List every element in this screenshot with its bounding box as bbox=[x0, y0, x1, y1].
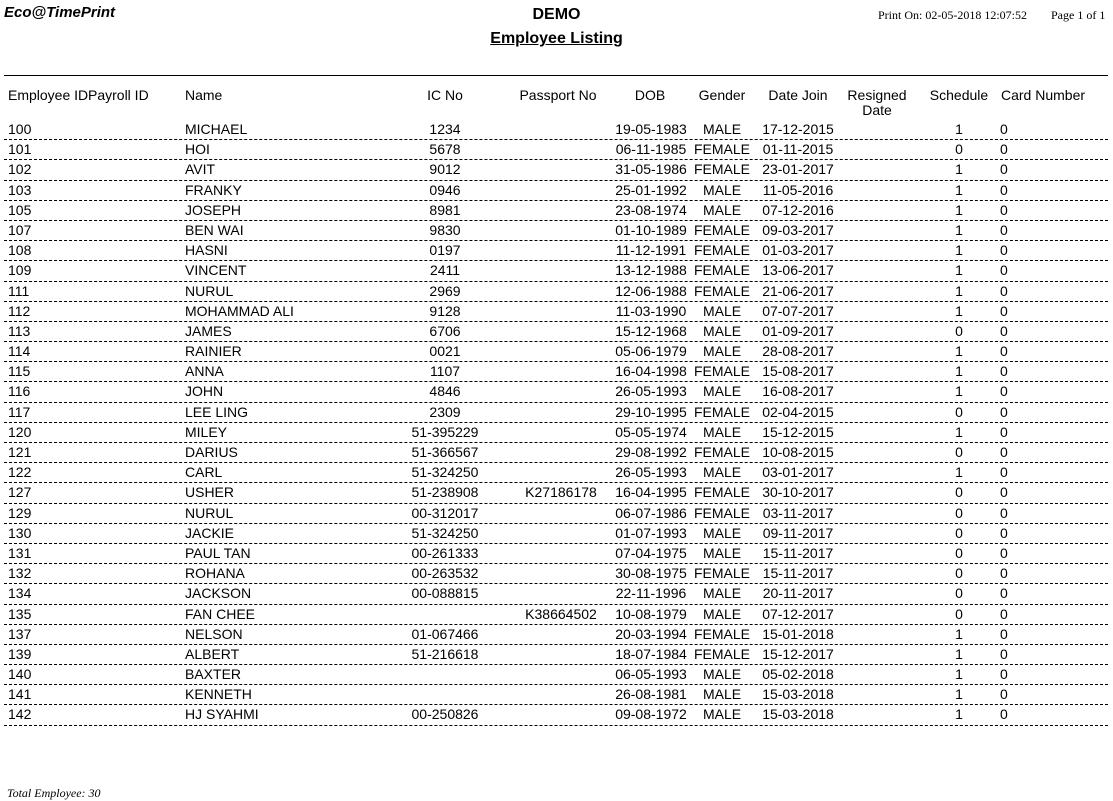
cell-gender: FEMALE bbox=[693, 221, 750, 238]
cell-name: NURUL bbox=[185, 282, 234, 299]
cell-dob: 11-12-1991 bbox=[615, 242, 687, 259]
column-header-schedule: Schedule bbox=[929, 87, 989, 103]
cell-gender: FEMALE bbox=[693, 262, 750, 279]
cell-ic-no: 51-395229 bbox=[411, 423, 479, 440]
cell-ic-no: 2969 bbox=[429, 282, 461, 299]
cell-card-number: 0 bbox=[1000, 565, 1008, 582]
cell-dob: 07-04-1975 bbox=[615, 544, 687, 561]
column-header-card-number: Card Number bbox=[1001, 87, 1086, 103]
cell-employee-id: 109 bbox=[8, 262, 32, 279]
cell-gender: MALE bbox=[702, 201, 742, 218]
cell-dob: 29-08-1992 bbox=[615, 444, 687, 460]
cell-ic-no: 00-261333 bbox=[411, 544, 479, 561]
cell-card-number: 0 bbox=[1000, 242, 1008, 259]
cell-ic-no: 2309 bbox=[429, 403, 461, 420]
cell-dob: 22-11-1996 bbox=[615, 585, 687, 602]
table-row bbox=[4, 120, 1108, 140]
cell-name: HASNI bbox=[185, 242, 228, 259]
cell-schedule: 0 bbox=[955, 544, 963, 561]
cell-schedule: 1 bbox=[955, 423, 963, 440]
cell-employee-id: 122 bbox=[8, 464, 32, 481]
table-row bbox=[4, 665, 1108, 685]
column-header-employee-id: Employee ID bbox=[8, 87, 89, 103]
cell-employee-id: 116 bbox=[8, 383, 31, 400]
table-row bbox=[4, 423, 1108, 443]
cell-employee-id: 127 bbox=[8, 484, 32, 501]
column-header-payroll-id: Payroll ID bbox=[88, 87, 149, 103]
cell-date-join: 01-09-2017 bbox=[762, 322, 834, 339]
cell-dob: 25-01-1992 bbox=[615, 181, 687, 198]
table-row bbox=[4, 181, 1108, 201]
cell-date-join: 15-08-2017 bbox=[762, 363, 834, 380]
table-row bbox=[4, 483, 1108, 503]
cell-card-number: 0 bbox=[1000, 282, 1008, 299]
cell-card-number: 0 bbox=[1000, 706, 1008, 723]
cell-employee-id: 120 bbox=[8, 423, 32, 440]
cell-dob: 19-05-1983 bbox=[615, 121, 687, 137]
cell-name: MICHAEL bbox=[185, 121, 248, 137]
cell-employee-id: 135 bbox=[8, 605, 32, 622]
cell-name: NURUL bbox=[185, 504, 234, 521]
cell-schedule: 0 bbox=[955, 524, 963, 541]
cell-name: FRANKY bbox=[185, 181, 242, 198]
cell-dob: 16-04-1998 bbox=[615, 363, 687, 380]
cell-date-join: 23-01-2017 bbox=[762, 161, 834, 178]
cell-name: JOSEPH bbox=[185, 201, 242, 218]
table-row bbox=[4, 524, 1108, 544]
cell-date-join: 09-03-2017 bbox=[762, 221, 834, 238]
cell-card-number: 0 bbox=[1000, 201, 1008, 218]
cell-employee-id: 115 bbox=[8, 363, 31, 380]
cell-name: HJ SYAHMI bbox=[185, 706, 259, 723]
cell-gender: FEMALE bbox=[693, 242, 750, 259]
cell-name: BAXTER bbox=[185, 666, 242, 683]
cell-gender: FEMALE bbox=[693, 444, 750, 460]
cell-dob: 26-05-1993 bbox=[615, 464, 687, 481]
brand-logo-text: Eco@TimePrint bbox=[4, 4, 116, 21]
cell-card-number: 0 bbox=[1000, 121, 1008, 137]
cell-card-number: 0 bbox=[1000, 585, 1008, 602]
cell-dob: 09-08-1972 bbox=[615, 706, 687, 723]
cell-dob: 20-03-1994 bbox=[615, 625, 687, 642]
cell-employee-id: 100 bbox=[8, 121, 32, 137]
cell-card-number: 0 bbox=[1000, 524, 1008, 541]
cell-date-join: 15-01-2018 bbox=[762, 625, 834, 642]
table-row bbox=[4, 584, 1108, 604]
cell-gender: FEMALE bbox=[693, 363, 750, 380]
column-header-passport-no: Passport No bbox=[519, 87, 597, 103]
cell-name: RAINIER bbox=[185, 343, 242, 360]
cell-schedule: 1 bbox=[955, 201, 963, 218]
cell-employee-id: 140 bbox=[8, 666, 32, 683]
cell-schedule: 1 bbox=[955, 645, 963, 662]
table-row bbox=[4, 544, 1108, 564]
cell-employee-id: 129 bbox=[8, 504, 32, 521]
cell-employee-id: 121 bbox=[8, 444, 32, 460]
cell-name: LEE LING bbox=[185, 403, 249, 420]
cell-ic-no: 8981 bbox=[429, 201, 461, 218]
cell-dob: 05-05-1974 bbox=[615, 423, 687, 440]
cell-date-join: 07-12-2016 bbox=[762, 201, 834, 218]
cell-date-join: 05-02-2018 bbox=[762, 666, 834, 683]
cell-ic-no: 0021 bbox=[429, 343, 461, 360]
cell-employee-id: 141 bbox=[8, 686, 32, 703]
cell-date-join: 15-12-2017 bbox=[762, 645, 834, 662]
cell-date-join: 01-11-2015 bbox=[762, 141, 834, 158]
cell-gender: MALE bbox=[702, 343, 742, 360]
cell-schedule: 1 bbox=[955, 464, 963, 481]
cell-ic-no: 4846 bbox=[429, 383, 461, 400]
cell-gender: MALE bbox=[702, 605, 742, 622]
cell-gender: FEMALE bbox=[693, 403, 750, 420]
cell-date-join: 02-04-2015 bbox=[762, 403, 834, 420]
cell-ic-no: 1107 bbox=[429, 363, 461, 380]
cell-card-number: 0 bbox=[1000, 464, 1008, 481]
cell-date-join: 28-08-2017 bbox=[762, 343, 834, 360]
report-title bbox=[0, 30, 1113, 48]
cell-schedule: 1 bbox=[955, 161, 963, 178]
cell-dob: 29-10-1995 bbox=[615, 403, 687, 420]
cell-card-number: 0 bbox=[1000, 403, 1008, 420]
cell-schedule: 1 bbox=[955, 666, 963, 683]
column-header-name: Name bbox=[185, 87, 223, 103]
column-header-dob: DOB bbox=[634, 87, 666, 103]
cell-date-join: 15-12-2015 bbox=[762, 423, 834, 440]
cell-schedule: 1 bbox=[955, 686, 963, 703]
total-employee-count: Total Employee: 30 bbox=[7, 786, 101, 800]
cell-dob: 01-07-1993 bbox=[615, 524, 687, 541]
cell-name: HOI bbox=[185, 141, 210, 158]
cell-name: FAN CHEE bbox=[185, 605, 256, 622]
cell-date-join: 15-03-2018 bbox=[762, 706, 834, 723]
cell-schedule: 1 bbox=[955, 343, 963, 360]
cell-gender: MALE bbox=[702, 181, 742, 198]
cell-employee-id: 130 bbox=[8, 524, 32, 541]
cell-date-join: 09-11-2017 bbox=[762, 524, 834, 541]
cell-name: ROHANA bbox=[185, 565, 245, 582]
cell-employee-id: 107 bbox=[8, 221, 32, 238]
table-row bbox=[4, 705, 1108, 725]
table-row bbox=[4, 160, 1108, 180]
cell-employee-id: 103 bbox=[8, 181, 32, 198]
cell-dob: 12-06-1988 bbox=[615, 282, 687, 299]
cell-dob: 13-12-1988 bbox=[615, 262, 687, 279]
cell-employee-id: 134 bbox=[8, 585, 32, 602]
header-rule bbox=[4, 75, 1108, 76]
cell-schedule: 1 bbox=[955, 242, 963, 259]
cell-card-number: 0 bbox=[1000, 363, 1008, 380]
cell-ic-no: 9830 bbox=[429, 221, 461, 238]
cell-passport-no: K38664502 bbox=[525, 605, 597, 622]
cell-ic-no: 51-324250 bbox=[411, 524, 479, 541]
cell-schedule: 0 bbox=[955, 141, 963, 158]
cell-ic-no: 01-067466 bbox=[411, 625, 479, 642]
cell-dob: 31-05-1986 bbox=[615, 161, 687, 178]
table-row bbox=[4, 463, 1108, 483]
column-header-resigned-line2: Date bbox=[862, 102, 892, 118]
cell-schedule: 1 bbox=[955, 221, 963, 238]
cell-date-join: 15-11-2017 bbox=[762, 544, 834, 561]
cell-ic-no: 5678 bbox=[429, 141, 461, 158]
cell-schedule: 0 bbox=[955, 322, 963, 339]
table-row bbox=[4, 282, 1108, 302]
cell-dob: 06-07-1986 bbox=[615, 504, 687, 521]
cell-employee-id: 108 bbox=[8, 242, 32, 259]
cell-card-number: 0 bbox=[1000, 302, 1008, 319]
cell-card-number: 0 bbox=[1000, 686, 1008, 703]
cell-employee-id: 132 bbox=[8, 565, 32, 582]
cell-date-join: 10-08-2015 bbox=[762, 444, 834, 460]
cell-passport-no: K27186178 bbox=[525, 484, 597, 501]
cell-dob: 26-05-1993 bbox=[615, 383, 687, 400]
cell-dob: 18-07-1984 bbox=[615, 645, 687, 662]
table-row bbox=[4, 625, 1108, 645]
table-row bbox=[4, 302, 1108, 322]
cell-name: USHER bbox=[185, 484, 235, 501]
cell-gender: MALE bbox=[702, 544, 742, 561]
cell-name: ALBERT bbox=[185, 645, 240, 662]
cell-date-join: 03-11-2017 bbox=[762, 504, 834, 521]
cell-date-join: 20-11-2017 bbox=[762, 585, 834, 602]
table-row bbox=[4, 685, 1108, 705]
cell-card-number: 0 bbox=[1000, 544, 1008, 561]
table-row bbox=[4, 362, 1108, 382]
cell-ic-no: 00-088815 bbox=[411, 585, 479, 602]
cell-date-join: 15-03-2018 bbox=[762, 686, 834, 703]
cell-ic-no: 0197 bbox=[429, 242, 461, 259]
cell-employee-id: 131 bbox=[8, 544, 32, 561]
cell-ic-no: 6706 bbox=[429, 322, 461, 339]
column-header-ic-no: IC No bbox=[427, 87, 463, 103]
cell-gender: MALE bbox=[702, 686, 742, 703]
cell-card-number: 0 bbox=[1000, 605, 1008, 622]
cell-date-join: 17-12-2015 bbox=[762, 121, 834, 137]
cell-name: MOHAMMAD ALI bbox=[185, 302, 294, 319]
cell-schedule: 1 bbox=[955, 383, 963, 400]
cell-dob: 16-04-1995 bbox=[615, 484, 687, 501]
cell-gender: FEMALE bbox=[693, 161, 750, 178]
cell-card-number: 0 bbox=[1000, 444, 1008, 460]
cell-schedule: 1 bbox=[955, 706, 963, 723]
cell-name: KENNETH bbox=[185, 686, 252, 703]
table-row bbox=[4, 564, 1108, 584]
cell-card-number: 0 bbox=[1000, 161, 1008, 178]
table-row bbox=[4, 140, 1108, 160]
cell-card-number: 0 bbox=[1000, 322, 1008, 339]
column-header-resigned-date bbox=[840, 88, 914, 118]
cell-card-number: 0 bbox=[1000, 484, 1008, 501]
cell-gender: MALE bbox=[702, 121, 742, 137]
cell-gender: FEMALE bbox=[693, 565, 750, 582]
table-row bbox=[4, 221, 1108, 241]
cell-name: JOHN bbox=[185, 383, 224, 400]
table-row bbox=[4, 382, 1108, 402]
cell-date-join: 15-11-2017 bbox=[762, 565, 834, 582]
cell-date-join: 01-03-2017 bbox=[762, 242, 834, 259]
cell-gender: MALE bbox=[702, 666, 742, 683]
cell-ic-no: 51-366567 bbox=[411, 444, 479, 460]
cell-card-number: 0 bbox=[1000, 141, 1008, 158]
cell-schedule: 0 bbox=[955, 444, 963, 460]
table-row bbox=[4, 342, 1108, 362]
cell-date-join: 03-01-2017 bbox=[762, 464, 834, 481]
cell-ic-no: 00-263532 bbox=[411, 565, 479, 582]
cell-dob: 30-08-1975 bbox=[615, 565, 687, 582]
cell-gender: MALE bbox=[702, 383, 742, 400]
cell-date-join: 13-06-2017 bbox=[762, 262, 834, 279]
cell-schedule: 1 bbox=[955, 363, 963, 380]
table-row bbox=[4, 261, 1108, 281]
cell-gender: FEMALE bbox=[693, 645, 750, 662]
cell-gender: FEMALE bbox=[693, 141, 750, 158]
cell-card-number: 0 bbox=[1000, 666, 1008, 683]
cell-gender: MALE bbox=[702, 464, 742, 481]
cell-name: VINCENT bbox=[185, 262, 247, 279]
column-header-date-join: Date Join bbox=[768, 87, 828, 103]
cell-dob: 11-03-1990 bbox=[615, 302, 687, 319]
cell-schedule: 0 bbox=[955, 605, 963, 622]
cell-card-number: 0 bbox=[1000, 262, 1008, 279]
table-row bbox=[4, 605, 1108, 625]
cell-card-number: 0 bbox=[1000, 645, 1008, 662]
cell-employee-id: 105 bbox=[8, 201, 32, 218]
cell-dob: 01-10-1989 bbox=[615, 221, 687, 238]
cell-schedule: 1 bbox=[955, 625, 963, 642]
cell-name: JACKSON bbox=[185, 585, 252, 602]
cell-schedule: 0 bbox=[955, 504, 963, 521]
table-row bbox=[4, 201, 1108, 221]
cell-name: JACKIE bbox=[185, 524, 235, 541]
cell-name: JAMES bbox=[185, 322, 232, 339]
employee-table-body bbox=[0, 120, 1113, 726]
column-header-resigned-line1: Resigned bbox=[847, 87, 907, 103]
cell-employee-id: 111 bbox=[8, 282, 30, 299]
cell-gender: MALE bbox=[702, 423, 742, 440]
cell-schedule: 1 bbox=[955, 262, 963, 279]
cell-ic-no: 51-324250 bbox=[411, 464, 479, 481]
cell-ic-no: 9012 bbox=[429, 161, 461, 178]
cell-card-number: 0 bbox=[1000, 221, 1008, 238]
cell-gender: FEMALE bbox=[693, 484, 750, 501]
cell-schedule: 0 bbox=[955, 565, 963, 582]
cell-name: ANNA bbox=[185, 363, 224, 380]
cell-schedule: 1 bbox=[955, 181, 963, 198]
cell-date-join: 07-07-2017 bbox=[762, 302, 834, 319]
page-number: Page 1 of 1 bbox=[1051, 8, 1106, 22]
cell-gender: MALE bbox=[702, 706, 742, 723]
cell-dob: 05-06-1979 bbox=[615, 343, 687, 360]
cell-gender: MALE bbox=[702, 322, 742, 339]
table-row bbox=[4, 241, 1108, 261]
cell-ic-no: 00-312017 bbox=[411, 504, 479, 521]
table-row bbox=[4, 443, 1108, 463]
table-row bbox=[4, 403, 1108, 423]
cell-schedule: 1 bbox=[955, 282, 963, 299]
cell-employee-id: 102 bbox=[8, 161, 32, 178]
report-title-text: Employee Listing bbox=[490, 30, 623, 47]
cell-ic-no: 2411 bbox=[429, 262, 461, 279]
table-row bbox=[4, 645, 1108, 665]
cell-name: MILEY bbox=[185, 423, 228, 440]
cell-schedule: 0 bbox=[955, 403, 963, 420]
cell-ic-no: 0946 bbox=[429, 181, 461, 198]
cell-gender: MALE bbox=[702, 585, 742, 602]
company-name: DEMO bbox=[532, 6, 581, 23]
cell-card-number: 0 bbox=[1000, 383, 1008, 400]
cell-ic-no: 51-238908 bbox=[411, 484, 479, 501]
cell-ic-no: 51-216618 bbox=[411, 645, 479, 662]
cell-employee-id: 114 bbox=[8, 343, 31, 360]
cell-ic-no: 00-250826 bbox=[411, 706, 479, 723]
cell-name: AVIT bbox=[185, 161, 216, 178]
cell-gender: FEMALE bbox=[693, 504, 750, 521]
cell-date-join: 16-08-2017 bbox=[762, 383, 834, 400]
cell-date-join: 30-10-2017 bbox=[762, 484, 834, 501]
cell-name: NELSON bbox=[185, 625, 243, 642]
cell-name: BEN WAI bbox=[185, 221, 244, 238]
cell-ic-no: 1234 bbox=[429, 121, 461, 137]
cell-gender: MALE bbox=[702, 524, 742, 541]
cell-card-number: 0 bbox=[1000, 625, 1008, 642]
cell-name: CARL bbox=[185, 464, 223, 481]
cell-schedule: 0 bbox=[955, 484, 963, 501]
cell-ic-no: 9128 bbox=[429, 302, 461, 319]
cell-dob: 15-12-1968 bbox=[615, 322, 687, 339]
cell-dob: 10-08-1979 bbox=[615, 605, 687, 622]
cell-dob: 06-11-1985 bbox=[615, 141, 687, 158]
cell-employee-id: 112 bbox=[8, 302, 31, 319]
cell-employee-id: 113 bbox=[8, 322, 31, 339]
cell-name: PAUL TAN bbox=[185, 544, 251, 561]
column-header-gender: Gender bbox=[698, 87, 746, 103]
cell-card-number: 0 bbox=[1000, 343, 1008, 360]
cell-dob: 06-05-1993 bbox=[615, 666, 687, 683]
cell-card-number: 0 bbox=[1000, 423, 1008, 440]
cell-employee-id: 137 bbox=[8, 625, 32, 642]
cell-date-join: 11-05-2016 bbox=[762, 181, 834, 198]
cell-date-join: 07-12-2017 bbox=[762, 605, 834, 622]
cell-schedule: 1 bbox=[955, 302, 963, 319]
print-timestamp: Print On: 02-05-2018 12:07:52 bbox=[878, 8, 1027, 22]
cell-employee-id: 139 bbox=[8, 645, 32, 662]
table-row bbox=[4, 504, 1108, 524]
cell-dob: 26-08-1981 bbox=[615, 686, 687, 703]
cell-gender: FEMALE bbox=[693, 282, 750, 299]
cell-date-join: 21-06-2017 bbox=[762, 282, 834, 299]
cell-schedule: 1 bbox=[955, 121, 963, 137]
cell-employee-id: 117 bbox=[8, 403, 31, 420]
cell-gender: MALE bbox=[702, 302, 742, 319]
cell-dob: 23-08-1974 bbox=[615, 201, 687, 218]
cell-employee-id: 142 bbox=[8, 706, 32, 723]
cell-schedule: 0 bbox=[955, 585, 963, 602]
cell-name: DARIUS bbox=[185, 444, 238, 460]
cell-gender: FEMALE bbox=[693, 625, 750, 642]
cell-card-number: 0 bbox=[1000, 504, 1008, 521]
table-row bbox=[4, 322, 1108, 342]
cell-card-number: 0 bbox=[1000, 181, 1008, 198]
cell-employee-id: 101 bbox=[8, 141, 32, 158]
